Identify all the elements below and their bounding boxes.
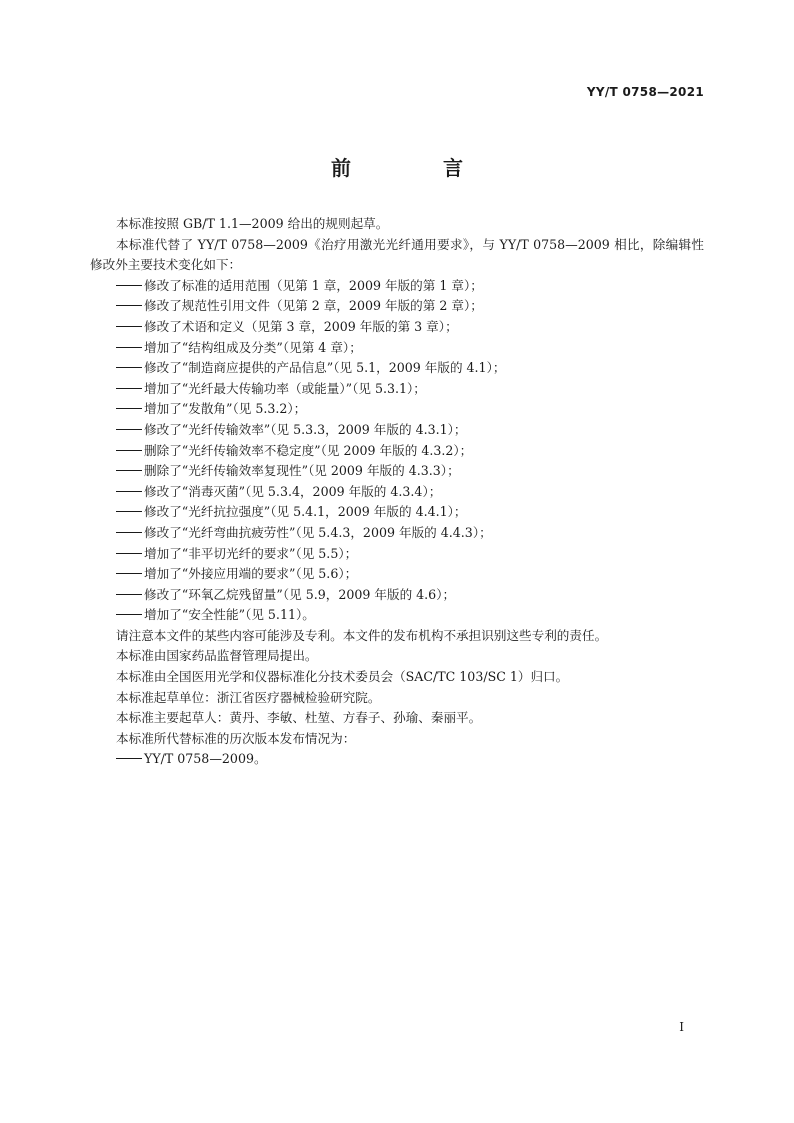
dash-mark	[116, 532, 142, 533]
foreword-body	[90, 214, 704, 770]
dash-mark	[116, 305, 142, 306]
list-item: 修改了“制造商应提供的产品信息”（见 5.1，2009 年版的 4.1）；	[90, 358, 704, 379]
list-item: 修改了“光纤抗拉强度”（见 5.4.1，2009 年版的 4.4.1）；	[90, 502, 704, 523]
changes-list	[90, 276, 704, 626]
dash-mark	[116, 758, 142, 759]
dash-mark	[116, 408, 142, 409]
list-item: 删除了“光纤传输效率复现性”（见 2009 年版的 4.3.3）；	[90, 461, 704, 482]
dash-mark	[116, 573, 142, 574]
list-item: 删除了“光纤传输效率不稳定度”（见 2009 年版的 4.3.2）；	[90, 441, 704, 462]
list-item: 修改了“消毒灭菌”（见 5.3.4，2009 年版的 4.3.4）；	[90, 482, 704, 503]
intro-paragraph: 本标准按照 GB/T 1.1—2009 给出的规则起草。	[116, 216, 389, 231]
list-item: 增加了“发散角”（见 5.3.2）；	[90, 399, 704, 420]
page-number: I	[679, 1020, 684, 1034]
replacement-paragraph: 本标准代替了 YY/T 0758—2009《治疗用激光光纤通用要求》，与 YY/T 0758—2009 相比，除编辑性修改外主要技术变化如下：	[90, 236, 704, 273]
dash-mark	[116, 388, 142, 389]
list-item: 增加了“安全性能”（见 5.11）。	[90, 605, 704, 626]
list-item: 修改了标准的适用范围（见第 1 章，2009 年版的第 1 章）；	[90, 276, 704, 297]
list-item: 修改了规范性引用文件（见第 2 章，2009 年版的第 2 章）；	[90, 296, 704, 317]
history-list	[90, 749, 704, 770]
dash-mark	[116, 491, 142, 492]
list-item: 修改了术语和定义（见第 3 章，2009 年版的第 3 章）；	[90, 317, 704, 338]
list-item: 增加了“光纤最大传输功率（或能量）”（见 5.3.1）；	[90, 379, 704, 400]
dash-mark	[116, 594, 142, 595]
list-item: YY/T 0758—2009。	[90, 749, 704, 770]
dash-mark	[116, 367, 142, 368]
dash-mark	[116, 553, 142, 554]
list-item: 修改了“光纤传输效率”（见 5.3.3，2009 年版的 4.3.1）；	[90, 420, 704, 441]
list-item: 增加了“外接应用端的要求”（见 5.6）；	[90, 564, 704, 585]
dash-mark	[116, 326, 142, 327]
dash-mark	[116, 470, 142, 471]
list-item: 增加了“非平切光纤的要求”（见 5.5）；	[90, 544, 704, 565]
history-intro-paragraph: 本标准所代替标准的历次版本发布情况为：	[116, 730, 356, 746]
drafting-unit-paragraph: 本标准起草单位：浙江省医疗器械检验研究院。	[116, 689, 381, 705]
dash-mark	[116, 614, 142, 615]
list-item: 修改了“光纤弯曲抗疲劳性”（见 5.4.3，2009 年版的 4.4.3）；	[90, 523, 704, 544]
list-item: 增加了“结构组成及分类”（见第 4 章）；	[90, 338, 704, 359]
dash-mark	[116, 429, 142, 430]
patent-notice: 请注意本文件的某些内容可能涉及专利。本文件的发布机构不承担识别这些专利的责任。	[116, 627, 608, 643]
committee-paragraph: 本标准由全国医用光学和仪器标准化分技术委员会（SAC/TC 103/SC 1）归口。	[116, 669, 569, 685]
dash-mark	[116, 347, 142, 348]
drafters-paragraph: 本标准主要起草人：黄丹、李敏、杜堃、方春子、孙瑜、秦丽平。	[116, 710, 482, 726]
proposer-paragraph: 本标准由国家药品监督管理局提出。	[116, 648, 318, 664]
list-item: 修改了“环氧乙烷残留量”（见 5.9，2009 年版的 4.6）；	[90, 585, 704, 606]
dash-mark	[116, 511, 142, 512]
document-code: YY/T 0758—2021	[586, 85, 704, 99]
page-title: 前 言	[331, 156, 499, 180]
dash-mark	[116, 450, 142, 451]
dash-mark	[116, 285, 142, 286]
